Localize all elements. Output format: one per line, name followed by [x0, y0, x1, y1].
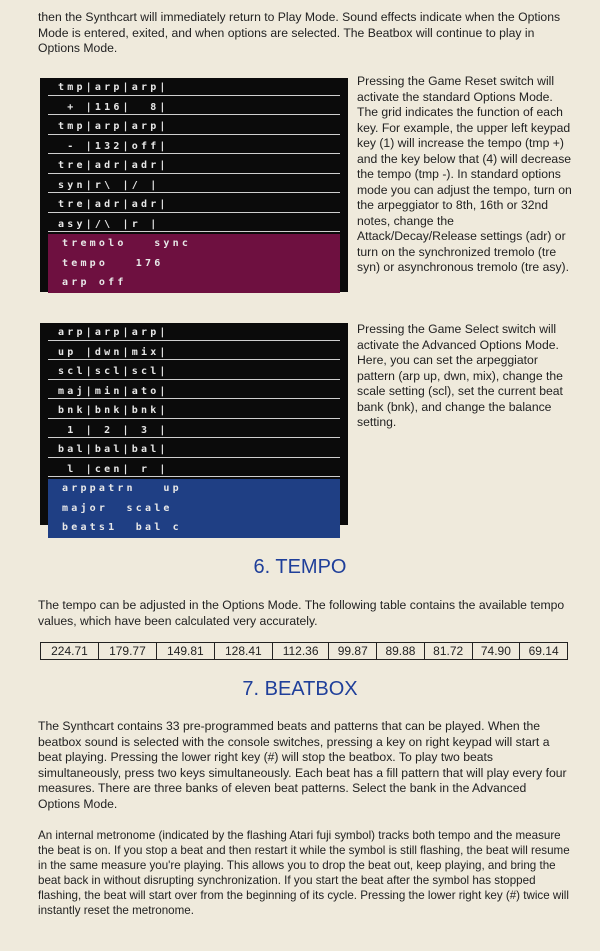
tempo-cell: 74.90: [472, 643, 520, 660]
metronome-paragraph: An internal metronome (indicated by the flashing Atari fuji symbol) tracks both tempo and the measure the beat is on. If you stop a beat and then restart it while the symbol is still flashing, the beat will resume in the same measure you're playing. This allows you to drop the beat out, keep playing, and bring the beat back in without disrupting synchronization. If you start the beat after the symbol has stopped flashing, the beat will start over from the beginning of its cycle. Pressing the lower right key (#) twice will instantly reset the metronome.: [38, 829, 570, 917]
grid-row: maj|min|ato|: [40, 382, 348, 402]
standard-options-description: Pressing the Game Reset switch will activate the standard Options Mode. The grid indicates the function of each key. For example, the upper left keypad key (1) will increase the tempo (tmp +) and the key below that (4) will decrease the tempo (tmp -). In standard options mode you can adjust the tempo, turn on the arpeggiator to 8th, 16th or 32nd notes, change the Attack/Decay/Release settings (adr) or turn on the synchronized tremolo (tre syn) or asynchronous tremolo (tre asy).: [357, 74, 572, 274]
tempo-cell: 149.81: [156, 643, 214, 660]
grid-row: tmp|arp|arp|: [40, 117, 348, 137]
status-line: arp off: [62, 277, 127, 288]
grid-row: l |cen| r |: [40, 460, 348, 480]
grid-row: - |132|off|: [40, 137, 348, 157]
status-line: arppatrn up: [62, 483, 182, 494]
grid-row: asy|/\ |r |: [40, 215, 348, 235]
tempo-cell: 89.88: [377, 643, 425, 660]
advanced-options-description: Pressing the Game Select switch will activate the Advanced Options Mode. Here, you can set the arpeggiator pattern (arp up, dwn, mix), change the scale setting (scl), set the current beat bank (bnk), and change the balance setting.: [357, 322, 563, 429]
grid-row: tre|adr|adr|: [40, 195, 348, 215]
tempo-cell: 224.71: [41, 643, 99, 660]
beatbox-heading: 7. BEATBOX: [242, 678, 358, 700]
grid-row: + |116| 8|: [40, 98, 348, 118]
advanced-options-screen: [40, 323, 348, 533]
grid-row: arp|arp|arp|: [40, 323, 348, 343]
beatbox-paragraph: The Synthcart contains 33 pre-programmed beats and patterns that can be played. When the beatbox sound is selected with the console switches, pressing a key on right keypad will start a beat playing. Pressing the lower right key (#) will stop the beatbox. To play two beats simultaneously, press two keys simultaneously. Each beat has a fill pattern that will play every four measures. There are three banks of eleven beat patterns. Select the bank in the Advanced Options Mode.: [38, 719, 567, 811]
grid-row: bal|bal|bal|: [40, 440, 348, 460]
status-band: [48, 234, 340, 293]
status-line: tempo 176: [62, 257, 164, 269]
tempo-heading: 6. TEMPO: [253, 556, 347, 578]
tempo-cell: 69.14: [520, 643, 568, 660]
grid-row: 1 | 2 | 3 |: [40, 421, 348, 441]
tempo-cell: 99.87: [329, 643, 377, 660]
table-row: [41, 643, 568, 660]
status-line: beats1 bal c: [62, 522, 182, 533]
tempo-cell: 179.77: [98, 643, 156, 660]
grid-row: tmp|arp|arp|: [40, 78, 348, 98]
intro-paragraph: then the Synthcart will immediately return to Play Mode. Sound effects indicate when the Options Mode is entered, exited, and when options are selected. The Beatbox will continue to play in Options Mode.: [38, 10, 561, 55]
grid-row: tre|adr|adr|: [40, 156, 348, 176]
tempo-cell: 112.36: [272, 643, 329, 660]
grid-row: scl|scl|scl|: [40, 362, 348, 382]
grid-row: up |dwn|mix|: [40, 343, 348, 363]
grid-row: syn|r\ |/ |: [40, 176, 348, 196]
status-line: major scale: [62, 502, 173, 514]
standard-options-screen: [40, 78, 348, 292]
grid-row: bnk|bnk|bnk|: [40, 401, 348, 421]
status-line: tremolo sync: [62, 238, 192, 249]
tempo-cell: 128.41: [214, 643, 272, 660]
tempo-paragraph: The tempo can be adjusted in the Options Mode. The following table contains the available tempo values, which have been calculated very accurately.: [38, 598, 565, 628]
tempo-table: [40, 642, 568, 660]
tempo-cell: 81.72: [424, 643, 472, 660]
status-band: [48, 479, 340, 538]
